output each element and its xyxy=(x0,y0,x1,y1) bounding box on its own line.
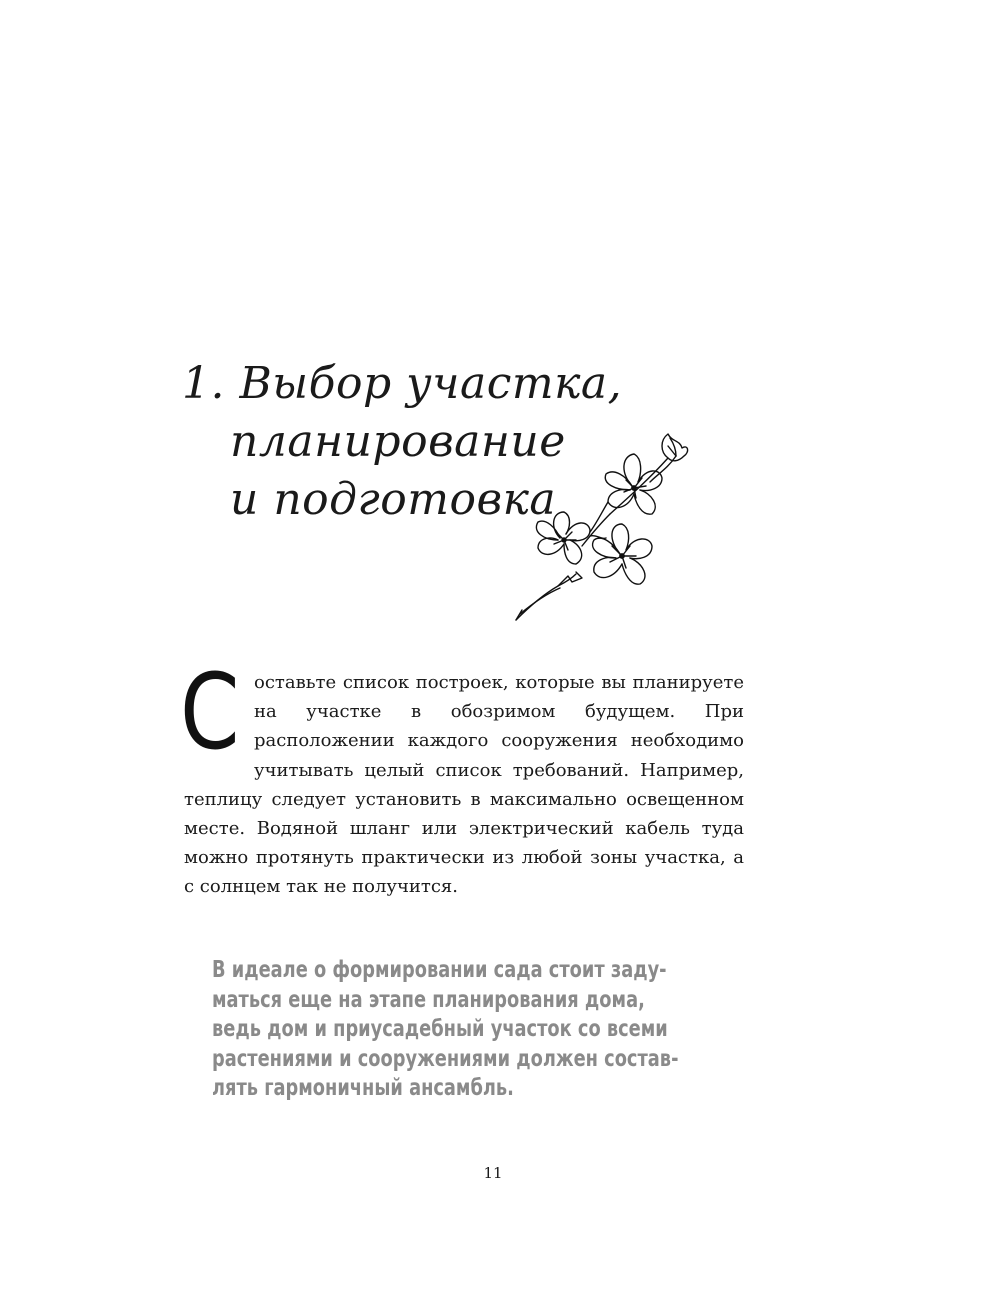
chapter-title-line-2: планирование xyxy=(230,416,566,468)
pull-quote-line-5: лять гармоничный ансамбль. xyxy=(212,1075,514,1101)
body-paragraph xyxy=(180,651,744,902)
pull-quote-line-4: растениями и сооружениями должен состав- xyxy=(212,1045,679,1072)
chapter-title-line-1: 1. Выбор участка, xyxy=(182,358,623,410)
pull-quote-line-1: В идеале о формировании сада стоит заду- xyxy=(212,957,667,983)
drop-cap: С xyxy=(180,651,240,773)
pull-quote-line-3: ведь дом и приусадебный участок со всеми xyxy=(212,1016,668,1042)
page-number: 11 xyxy=(483,1164,503,1182)
chapter-title-line-3: и подготовка xyxy=(230,474,557,526)
pull-quote-line-2: маться еще на этапе планирования дома, xyxy=(212,986,645,1013)
body-paragraph-text: оставьте список построек, которые вы планируете на участке в обозримом будущем. При расположении каждого сооружения необходимо учитывать целый список требований. Например, теплицу следует установить в максимально освещенном месте. Водяной шланг или электрический кабель туда можно протянуть практически из любой зоны участка, а с солнцем так не получится. xyxy=(184,672,744,898)
pull-quote xyxy=(212,956,732,1104)
cherry-blossom-branch-icon xyxy=(510,428,700,624)
